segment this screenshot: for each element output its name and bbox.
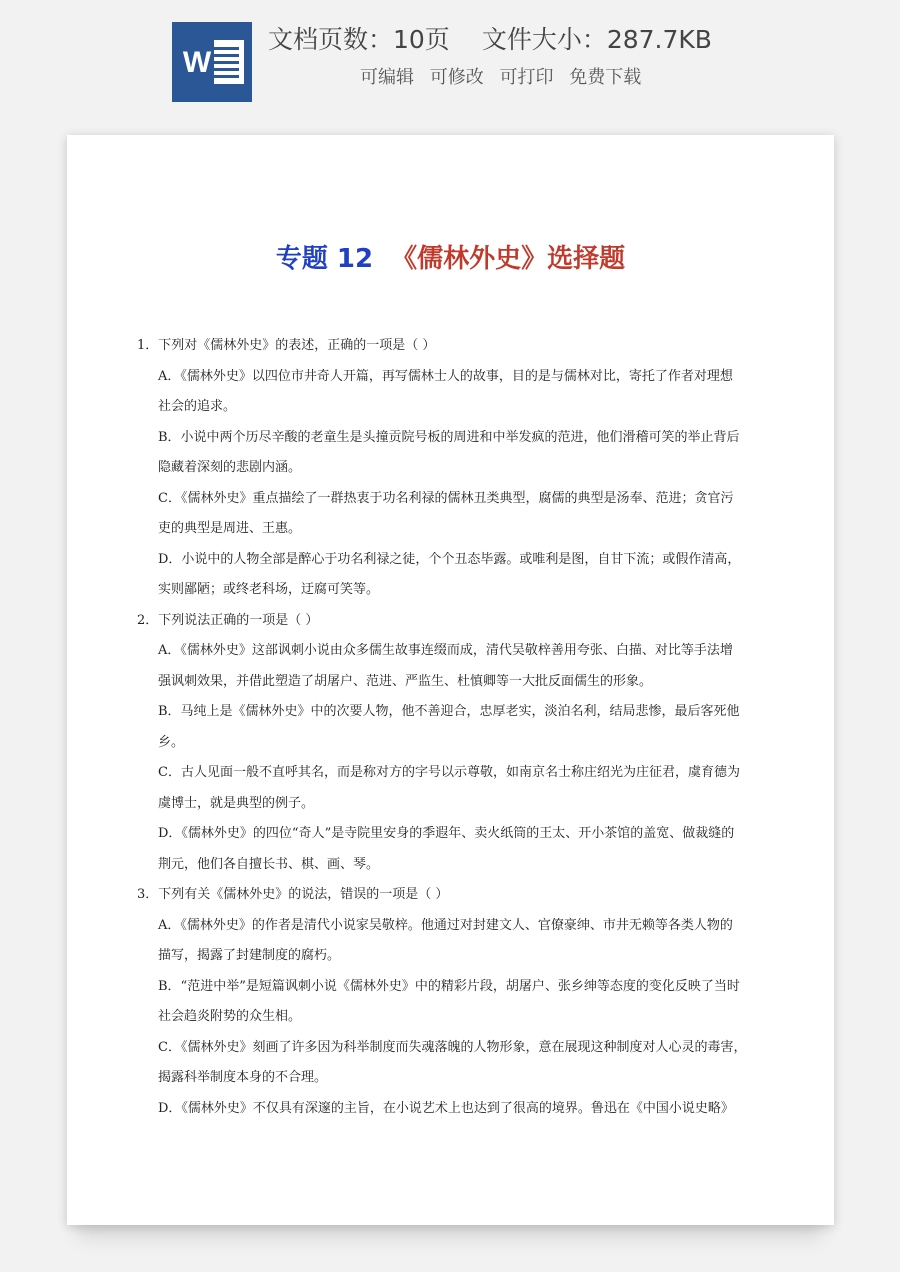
title-main: 《儒林外史》选择题 bbox=[391, 244, 626, 274]
option-line: A．《儒林外史》以四位市井奇人开篇，再写儒林士人的故事，目的是与儒林对比，寄托了作者对理想 bbox=[158, 368, 733, 384]
option-line: 乡。 bbox=[158, 734, 185, 750]
option-line: 虞博士，就是典型的例子。 bbox=[158, 795, 315, 811]
question-1-option-d bbox=[137, 545, 767, 606]
document-stats bbox=[268, 22, 712, 58]
question-2-option-b bbox=[137, 697, 767, 758]
option-line: 社会的追求。 bbox=[158, 399, 237, 414]
question-2-option-c bbox=[137, 758, 767, 819]
question-3-option-d bbox=[137, 1094, 767, 1125]
option-line: B．马纯上是《儒林外史》中的次要人物，他不善迎合，忠厚老实，淡泊名利，结局悲惨，最后客死他 bbox=[158, 704, 740, 719]
option-line: 社会趋炎附势的众生相。 bbox=[158, 1009, 302, 1024]
option-line: B．“范进中举”是短篇讽刺小说《儒林外史》中的精彩片段，胡屠户、张乡绅等态度的变化反映了当时 bbox=[158, 978, 740, 994]
question-3-option-b bbox=[137, 972, 767, 1033]
option-line: D．小说中的人物全部是醉心于功名利禄之徒，个个丑态毕露。或唯利是图，自甘下流；或假作清高， bbox=[158, 551, 741, 567]
question-3-option-a bbox=[137, 911, 767, 972]
feature-editable: 可编辑 bbox=[360, 67, 414, 88]
word-icon bbox=[172, 22, 252, 102]
option-line: D．《儒林外史》的四位“奇人”是寺院里安身的季遐年、卖火纸筒的王太、开小茶馆的盖宽、做裁缝的 bbox=[158, 826, 735, 841]
option-line: A．《儒林外史》这部讽刺小说由众多儒生故事连缀而成，清代吴敬梓善用夸张、白描、对比等手法增 bbox=[158, 643, 733, 658]
option-line: 隐藏着深刻的悲剧内涵。 bbox=[158, 460, 302, 475]
question-3-stem: 3．下列有关《儒林外史》的说法，错误的一项是（ ） bbox=[137, 887, 449, 902]
option-line: D．《儒林外史》不仅具有深邃的主旨，在小说艺术上也达到了很高的境界。鲁迅在《中国小说史略》 bbox=[158, 1100, 734, 1116]
option-line: 描写，揭露了封建制度的腐朽。 bbox=[158, 948, 341, 963]
option-line: 揭露科举制度本身的不合理。 bbox=[158, 1070, 328, 1085]
question-list bbox=[137, 331, 767, 1124]
question-1-option-c bbox=[137, 484, 767, 545]
option-line: B．小说中两个历尽辛酸的老童生是头撞贡院号板的周进和中举发疯的范进，他们滑稽可笑的举止背后 bbox=[158, 429, 740, 445]
option-line: A．《儒林外史》的作者是清代小说家吴敬梓。他通过对封建文人、官僚豪绅、市井无赖等各类人物的 bbox=[158, 917, 733, 933]
option-line: C．古人见面一般不直呼其名，而是称对方的字号以示尊敬，如南京名士称庄绍光为庄征君，虞育德为 bbox=[158, 765, 740, 780]
question-2-option-a bbox=[137, 636, 767, 697]
feature-free-download: 免费下载 bbox=[569, 67, 642, 88]
question-1-stem: 1．下列对《儒林外史》的表述，正确的一项是（ ） bbox=[137, 338, 436, 353]
option-line: 实则鄙陋；或终老科场，迂腐可笑等。 bbox=[158, 582, 380, 597]
option-line: 强讽刺效果，并借此塑造了胡屠户、范进、严监生、杜慎卿等一大批反面儒生的形象。 bbox=[158, 673, 653, 689]
question-3-option-c bbox=[137, 1033, 767, 1094]
question-1-option-b bbox=[137, 423, 767, 484]
question-1-option-a bbox=[137, 362, 767, 423]
document-info-header bbox=[0, 0, 900, 120]
option-line: C．《儒林外史》重点描绘了一群热衷于功名利禄的儒林丑类典型，腐儒的典型是汤奉、范进；贪官污 bbox=[158, 490, 734, 506]
feature-printable: 可打印 bbox=[499, 67, 554, 88]
feature-list bbox=[360, 64, 651, 92]
option-line: 吏的典型是周进、王惠。 bbox=[158, 521, 302, 536]
word-icon-letter: W bbox=[182, 46, 212, 79]
title-prefix: 专题 12 bbox=[275, 244, 374, 274]
option-line: C．《儒林外史》刻画了许多因为科举制度而失魂落魄的人物形象，意在展现这种制度对人心灵的毒害， bbox=[158, 1039, 747, 1055]
question-2-stem: 2．下列说法正确的一项是（ ） bbox=[137, 612, 319, 628]
page-count-label: 文档页数：10页 bbox=[268, 25, 450, 54]
file-size-label: 文件大小：287.7KB bbox=[481, 25, 712, 54]
option-line: 荆元，他们各自擅长书、棋、画、琴。 bbox=[158, 856, 380, 872]
feature-modifiable: 可修改 bbox=[429, 67, 484, 88]
document-page bbox=[67, 135, 834, 1225]
page-title bbox=[67, 239, 834, 279]
question-2-option-d bbox=[137, 819, 767, 880]
